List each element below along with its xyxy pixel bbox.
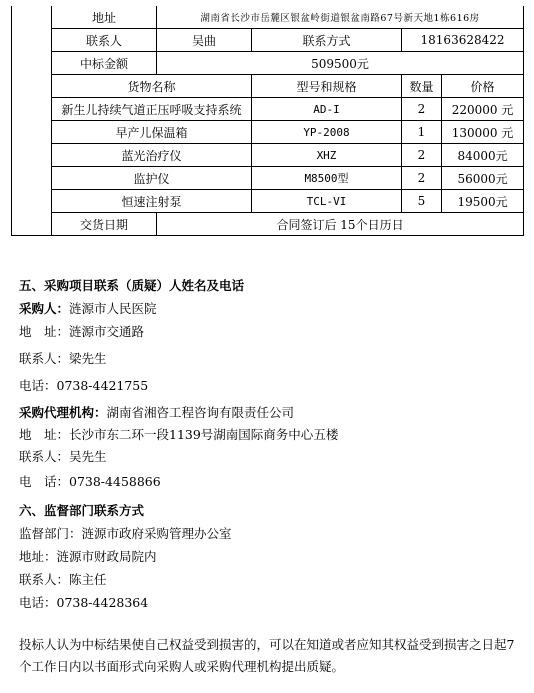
contact-value: 吴曲: [157, 29, 252, 52]
goods-price: 56000元: [442, 167, 524, 190]
agency-value: 湖南省湘咨工程咨询有限责任公司: [106, 405, 295, 420]
goods-model: TCL-VI: [252, 190, 402, 213]
goods-qty: 2: [402, 144, 442, 167]
table-row: [12, 167, 524, 190]
purchaser-label: 采购人：: [19, 301, 70, 316]
contact-method-value: 18163628422: [402, 29, 524, 52]
goods-qty: 2: [402, 167, 442, 190]
goods-name: 恒速注射泵: [52, 190, 252, 213]
delivery-row: [12, 213, 524, 236]
objection-notice: 投标人认为中标结果使自己权益受到损害的，可以在知道或者应知其权益受到损害之日起7个工作日内以书面形式向采购人或采购代理机构提出质疑。: [19, 637, 515, 674]
supervisor-contact: 联系人：陈主任: [19, 572, 107, 587]
table-row: [12, 144, 524, 167]
agency-line: [19, 405, 524, 421]
award-amount-label: 中标金额: [52, 52, 157, 75]
section5-heading: 五、采购项目联系（质疑）人姓名及电话: [19, 278, 245, 293]
header-goods-name: 货物名称: [52, 75, 252, 98]
section6-heading: 六、监督部门联系方式: [19, 503, 145, 518]
header-price: 价格: [442, 75, 524, 98]
goods-price: 130000 元: [442, 121, 524, 144]
agency-phone: 电 话：0738-4458866: [19, 474, 161, 489]
goods-name: 新生儿持续气道正压呼吸支持系统: [52, 98, 252, 121]
goods-qty: 1: [402, 121, 442, 144]
contact-row: [12, 29, 524, 52]
goods-price: 220000 元: [442, 98, 524, 121]
goods-name: 监护仪: [52, 167, 252, 190]
purchaser-phone: 电话：0738-4421755: [19, 378, 149, 393]
delivery-label: 交货日期: [52, 213, 157, 236]
goods-price: 84000元: [442, 144, 524, 167]
table-row: [12, 190, 524, 213]
purchaser-line: [19, 301, 524, 317]
goods-model: AD-I: [252, 98, 402, 121]
supervisor-address: 地址：涟源市财政局院内: [19, 549, 157, 564]
goods-model: YP-2008: [252, 121, 402, 144]
contact-method-label: 联系方式: [252, 29, 402, 52]
award-table: [11, 6, 524, 236]
address-row: [12, 6, 524, 29]
supervisor-phone: 电话：0738-4428364: [19, 595, 149, 610]
supervisor-dept: 监督部门：涟源市政府采购管理办公室: [19, 526, 232, 541]
purchaser-address: 地 址：涟源市交通路: [19, 324, 145, 339]
goods-model: XHZ: [252, 144, 402, 167]
goods-name: 早产儿保温箱: [52, 121, 252, 144]
agency-contact: 联系人：吴先生: [19, 449, 107, 464]
goods-qty: 2: [402, 98, 442, 121]
award-amount-row: [12, 52, 524, 75]
goods-name: 蓝光治疗仪: [52, 144, 252, 167]
goods-header-row: [12, 75, 524, 98]
header-model: 型号和规格: [252, 75, 402, 98]
address-value: 湖南省长沙市岳麓区银盆岭街道银盆南路67号新天地1栋616房: [157, 6, 524, 29]
purchaser-value: 涟源市人民医院: [69, 301, 157, 316]
contact-label: 联系人: [52, 29, 157, 52]
table-row: [12, 121, 524, 144]
goods-price: 19500元: [442, 190, 524, 213]
table-row: [12, 98, 524, 121]
goods-qty: 5: [402, 190, 442, 213]
agency-address: 地 址：长沙市东二环一段1139号湖南国际商务中心五楼: [19, 427, 339, 442]
delivery-value: 合同签订后 15个日历日: [157, 213, 524, 236]
goods-model: M8500型: [252, 167, 402, 190]
header-qty: 数量: [402, 75, 442, 98]
purchaser-contact: 联系人：梁先生: [19, 351, 107, 366]
address-label: 地址: [52, 6, 157, 29]
agency-label: 采购代理机构：: [19, 405, 107, 420]
award-amount-value: 509500元: [157, 52, 524, 75]
